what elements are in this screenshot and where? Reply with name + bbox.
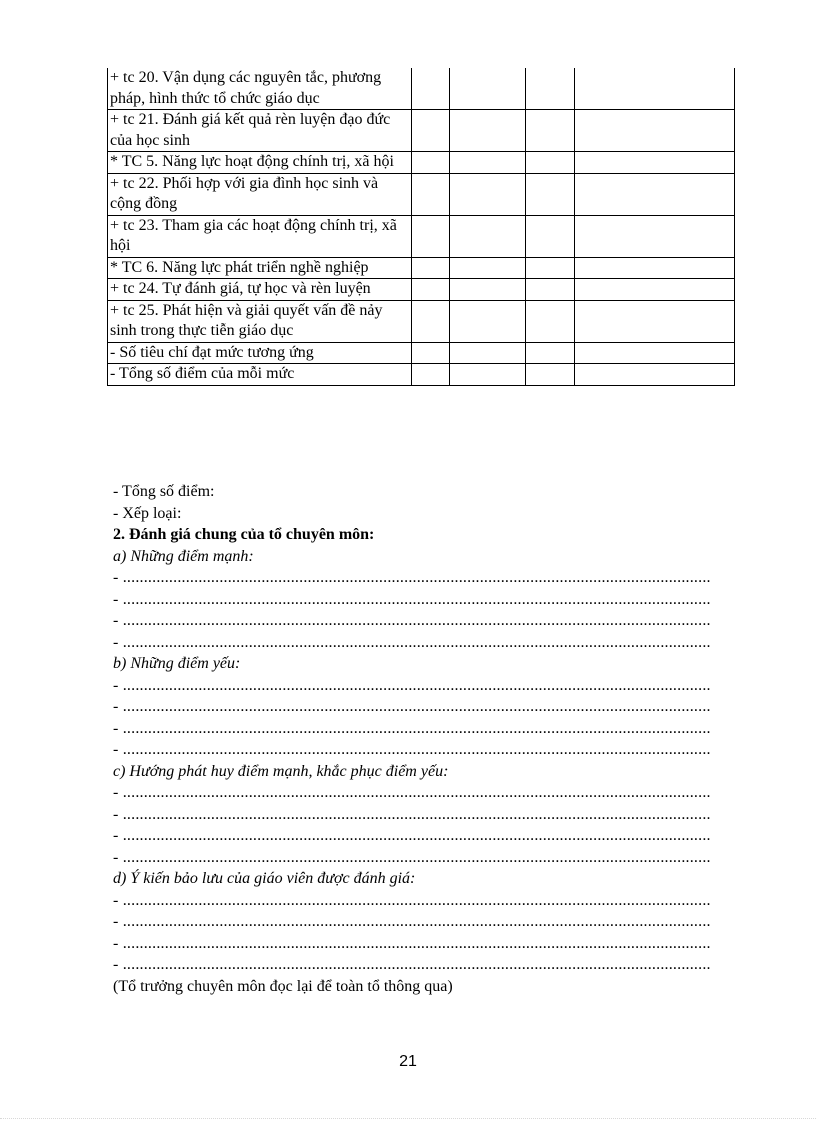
score-cell bbox=[450, 173, 526, 215]
table-row bbox=[108, 215, 735, 257]
section-2-title: 2. Đánh giá chung của tổ chuyên môn: bbox=[113, 526, 375, 543]
score-cell bbox=[575, 110, 735, 152]
score-cell bbox=[412, 364, 450, 386]
strengths-line: - ............................................................................................................................................ bbox=[113, 590, 711, 608]
improvement-line: - ............................................................................................................................................ bbox=[113, 827, 711, 844]
reservation-line: - ............................................................................................................................................ bbox=[113, 913, 711, 930]
score-cell bbox=[526, 364, 575, 386]
score-cell bbox=[450, 152, 526, 174]
weaknesses-line: - ............................................................................................................................................ bbox=[113, 741, 711, 758]
score-cell bbox=[412, 300, 450, 342]
score-cell bbox=[450, 215, 526, 257]
table-row bbox=[108, 342, 735, 364]
criteria-table bbox=[107, 68, 735, 386]
criterion-cell: + tc 25. Phát hiện và giải quyết vấn đề nảy sinh trong thực tiễn giáo dục bbox=[108, 300, 412, 342]
page-bottom-border bbox=[0, 1118, 816, 1119]
score-cell bbox=[412, 68, 450, 110]
weaknesses-line: - ............................................................................................................................................ bbox=[113, 698, 711, 715]
reservation-line: - ............................................................................................................................................ bbox=[113, 934, 711, 952]
score-cell bbox=[412, 342, 450, 364]
score-cell bbox=[575, 173, 735, 215]
score-cell bbox=[526, 68, 575, 110]
score-cell bbox=[526, 215, 575, 257]
evaluation-section bbox=[113, 481, 738, 997]
improvement-line: - ............................................................................................................................................ bbox=[113, 805, 711, 823]
score-cell bbox=[450, 68, 526, 110]
score-cell bbox=[450, 110, 526, 152]
table-row bbox=[108, 173, 735, 215]
score-cell bbox=[412, 215, 450, 257]
table-row bbox=[108, 364, 735, 386]
improvement-line: - ............................................................................................................................................ bbox=[113, 848, 711, 866]
score-cell bbox=[412, 173, 450, 215]
reservation-heading: d) Ý kiến bảo lưu của giáo viên được đánh giá: bbox=[113, 870, 416, 887]
score-cell bbox=[450, 257, 526, 279]
score-cell bbox=[526, 257, 575, 279]
score-cell bbox=[526, 152, 575, 174]
score-cell bbox=[450, 279, 526, 301]
score-cell bbox=[575, 342, 735, 364]
table-row bbox=[108, 110, 735, 152]
total-points-label: - Tổng số điểm: bbox=[113, 483, 215, 500]
criterion-cell: + tc 20. Vận dụng các nguyên tắc, phương pháp, hình thức tổ chức giáo dục bbox=[108, 68, 412, 110]
weaknesses-line: - ............................................................................................................................................ bbox=[113, 719, 711, 737]
score-cell bbox=[526, 300, 575, 342]
criterion-cell: + tc 22. Phối hợp với gia đình học sinh và cộng đồng bbox=[108, 173, 412, 215]
table-row bbox=[108, 152, 735, 174]
criterion-cell: * TC 5. Năng lực hoạt động chính trị, xã hội bbox=[108, 152, 412, 174]
criterion-cell: + tc 21. Đánh giá kết quả rèn luyện đạo đức của học sinh bbox=[108, 110, 412, 152]
score-cell bbox=[526, 173, 575, 215]
strengths-line: - ............................................................................................................................................ bbox=[113, 633, 711, 651]
table-row bbox=[108, 300, 735, 342]
ranking-label: - Xếp loại: bbox=[113, 504, 182, 522]
table-row bbox=[108, 68, 735, 110]
approval-note: (Tổ trưởng chuyên môn đọc lại để toàn tổ thông qua) bbox=[113, 977, 453, 995]
score-cell bbox=[526, 110, 575, 152]
score-cell bbox=[575, 68, 735, 110]
table-row bbox=[108, 279, 735, 301]
criterion-cell: - Tổng số điểm của mỗi mức bbox=[108, 364, 412, 386]
criterion-cell: + tc 24. Tự đánh giá, tự học và rèn luyện bbox=[108, 279, 412, 301]
score-cell bbox=[575, 300, 735, 342]
score-cell bbox=[575, 215, 735, 257]
score-cell bbox=[450, 342, 526, 364]
strengths-line: - ............................................................................................................................................ bbox=[113, 612, 711, 629]
improvement-line: - ............................................................................................................................................ bbox=[113, 784, 711, 801]
weaknesses-line: - ............................................................................................................................................ bbox=[113, 676, 711, 694]
score-cell bbox=[575, 152, 735, 174]
score-cell bbox=[526, 279, 575, 301]
score-cell bbox=[412, 279, 450, 301]
score-cell bbox=[412, 110, 450, 152]
table-row bbox=[108, 257, 735, 279]
score-cell bbox=[575, 364, 735, 386]
strengths-heading: a) Những điểm mạnh: bbox=[113, 547, 254, 565]
strengths-line: - ............................................................................................................................................ bbox=[113, 569, 711, 586]
weaknesses-heading: b) Những điểm yếu: bbox=[113, 655, 241, 672]
reservation-line: - ............................................................................................................................................ bbox=[113, 956, 711, 973]
improvement-heading: c) Hướng phát huy điểm mạnh, khắc phục điểm yếu: bbox=[113, 762, 449, 780]
score-cell bbox=[575, 279, 735, 301]
score-cell bbox=[526, 342, 575, 364]
score-cell bbox=[412, 152, 450, 174]
score-cell bbox=[450, 300, 526, 342]
score-cell bbox=[450, 364, 526, 386]
criterion-cell: * TC 6. Năng lực phát triển nghề nghiệp bbox=[108, 257, 412, 279]
score-cell bbox=[412, 257, 450, 279]
criterion-cell: - Số tiêu chí đạt mức tương ứng bbox=[108, 342, 412, 364]
criterion-cell: + tc 23. Tham gia các hoạt động chính trị, xã hội bbox=[108, 215, 412, 257]
score-cell bbox=[575, 257, 735, 279]
reservation-line: - ............................................................................................................................................ bbox=[113, 891, 711, 909]
page-number: 21 bbox=[399, 1053, 417, 1070]
